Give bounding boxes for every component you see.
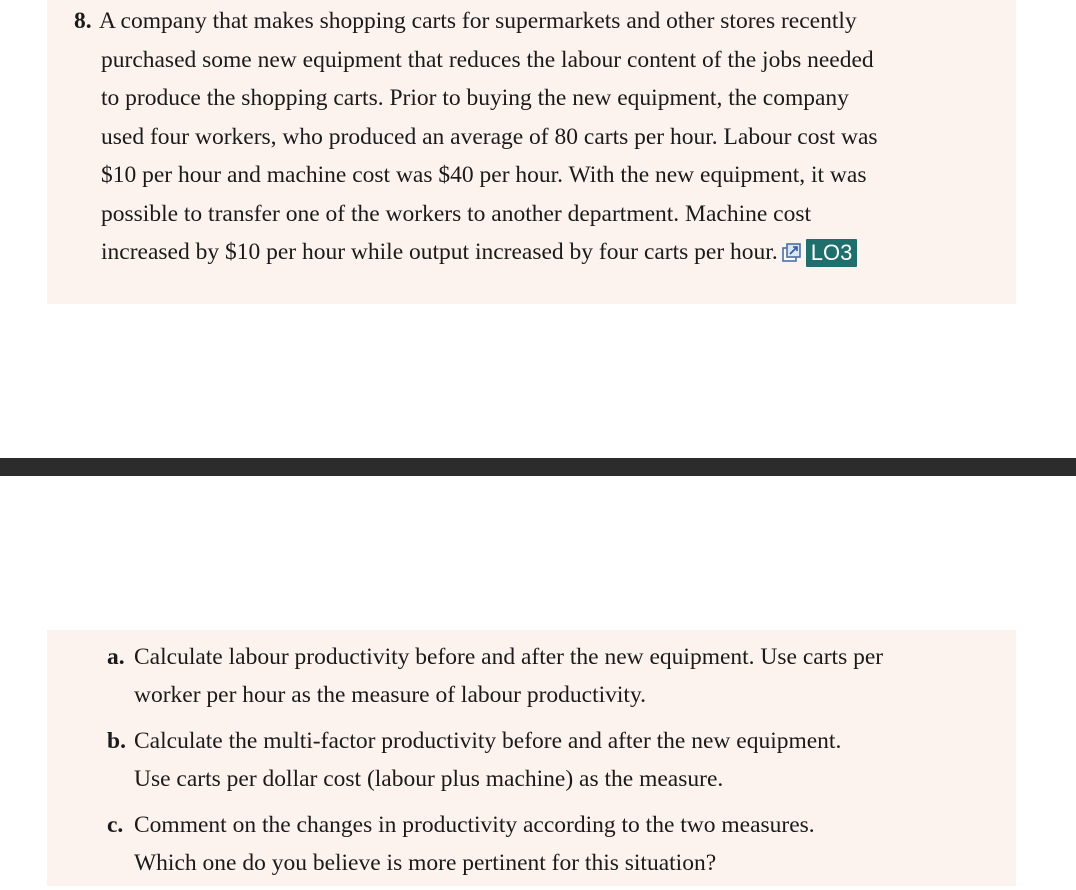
problem-statement [54, 2, 954, 273]
section-divider [0, 458, 1076, 476]
question-letter: a. [107, 644, 125, 670]
problem-line: purchased some new equipment that reduces the labour content of the jobs needed [101, 46, 874, 73]
problem-line: increased by $10 per hour while output increased by four carts per hour. LO3 [54, 233, 954, 273]
question-a: a. Calculate labour productivity before and after the new equipment. Use carts per worker per hour as the measure of labour productivity. [107, 638, 1007, 714]
external-link-icon[interactable] [782, 243, 802, 263]
question-b: b. Calculate the multi-factor productivity before and after the new equipment. Use carts per dollar cost (labour plus machine) as the measure. [107, 722, 1007, 798]
problem-number: 8. [74, 8, 92, 34]
problem-line: used four workers, who produced an average of 80 carts per hour. Labour cost was [101, 123, 878, 150]
question-c: c. Comment on the changes in productivity according to the two measures. Which one do you believe is more pertinent for this situation? [107, 806, 1007, 882]
question-line: worker per hour as the measure of labour productivity. [134, 682, 647, 708]
question-line: Use carts per dollar cost (labour plus machine) as the measure. [134, 766, 724, 792]
question-letter: c. [107, 812, 124, 838]
problem-line: $10 per hour and machine cost was $40 per hour. With the new equipment, it was [101, 162, 867, 188]
question-list [107, 638, 1007, 890]
learning-objective-badge[interactable]: LO3 [806, 239, 858, 267]
problem-line: to produce the shopping carts. Prior to buying the new equipment, the company [101, 85, 849, 111]
problem-line: 8. A company that makes shopping carts for supermarkets and other stores recently [54, 2, 954, 41]
problem-line: possible to transfer one of the workers to another department. Machine cost [101, 200, 812, 227]
learning-objective-link[interactable] [782, 232, 858, 271]
question-letter: b. [107, 728, 126, 754]
questions-box [47, 630, 1016, 886]
question-line: Which one do you believe is more pertinent for this situation? [134, 850, 717, 876]
